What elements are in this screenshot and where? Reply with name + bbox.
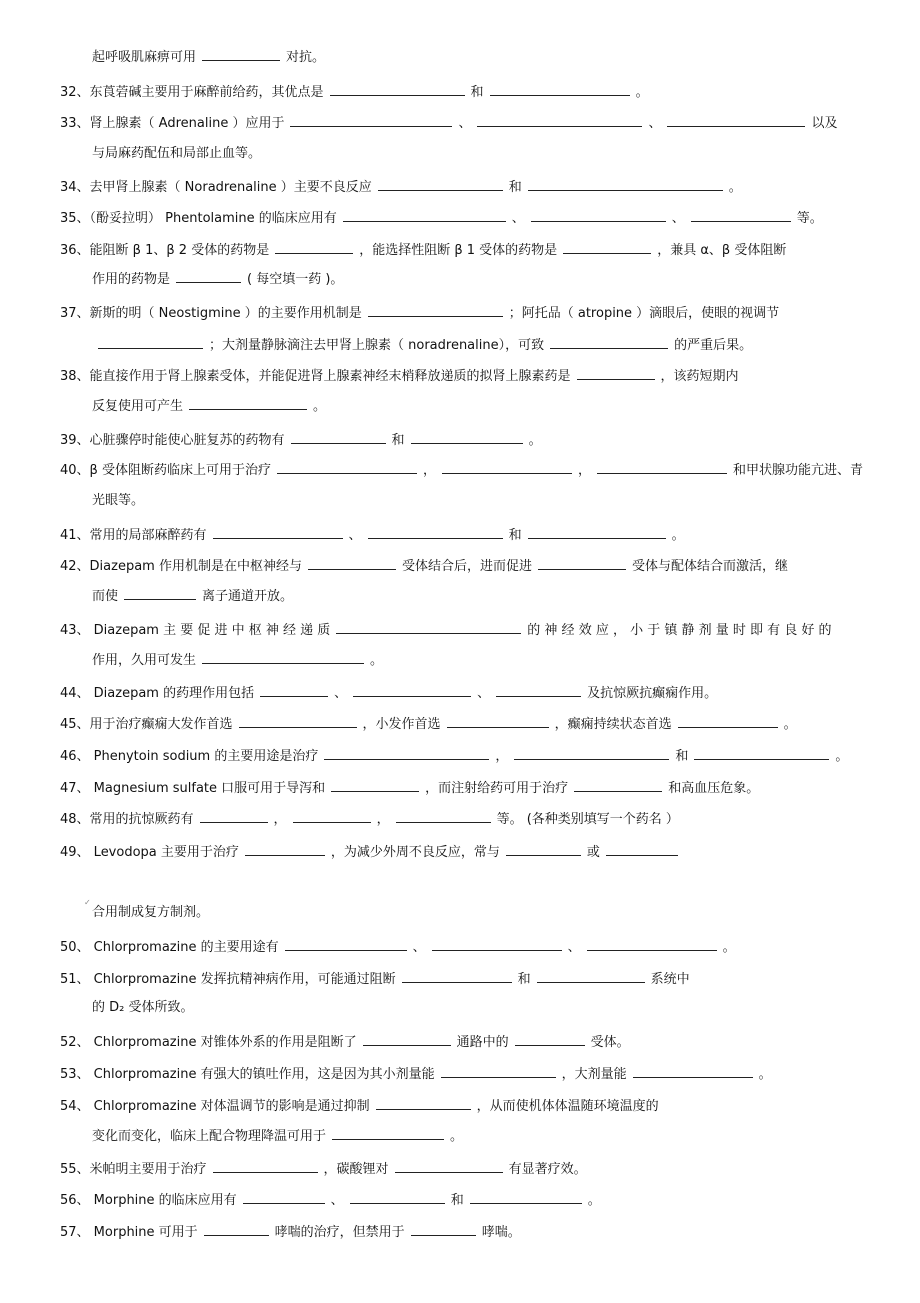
question-text: 和 (470, 85, 484, 100)
question-45 (60, 715, 797, 733)
question-text: 33、肾上腺素（ Adrenaline ）应用于 (60, 116, 285, 131)
question-text: 与局麻药配伍和局部止血等。 (92, 146, 262, 161)
answer-blank[interactable] (694, 747, 829, 760)
question-54-cont (92, 1127, 463, 1145)
question-text: 、 (567, 940, 581, 955)
question-41 (60, 526, 685, 544)
question-text: 43、 Diazepam 主 要 促 进 中 枢 神 经 递 质 (60, 623, 331, 638)
answer-blank[interactable] (537, 970, 645, 983)
answer-blank[interactable] (411, 1223, 476, 1236)
question-53 (60, 1065, 772, 1083)
question-text: ，从而使机体体温随环境温度的 (476, 1099, 659, 1114)
question-49-cont (92, 905, 209, 921)
question-text: 50、 Chlorpromazine 的主要用途有 (60, 940, 279, 955)
question-text: 系统中 (650, 972, 690, 987)
question-text: ，为减少外周不良反应，常与 (330, 845, 500, 860)
question-text: 48、常用的抗惊厥药有 (60, 812, 194, 827)
answer-blank[interactable] (200, 810, 268, 823)
question-51 (60, 970, 690, 988)
answer-blank[interactable] (293, 810, 371, 823)
answer-blank[interactable] (368, 304, 503, 317)
question-44 (60, 684, 717, 702)
question-text: 。 (370, 653, 384, 668)
question-text: 受体。 (590, 1035, 630, 1050)
question-33 (60, 114, 838, 132)
question-text: 有显著疗效。 (508, 1162, 587, 1177)
question-text: ；阿托品（ atropine ）滴眼后，使眼的视调节 (508, 306, 780, 321)
question-text: 和 (508, 528, 522, 543)
stray-mark: ✓ (84, 898, 91, 907)
question-text: 、 (477, 686, 491, 701)
question-text: 42、Diazepam 作用机制是在中枢神经与 (60, 559, 302, 574)
question-47 (60, 779, 759, 797)
answer-blank[interactable] (176, 270, 241, 283)
answer-blank[interactable] (124, 587, 196, 600)
question-40-cont (92, 493, 144, 509)
question-text: 36、能阻断 β 1、β 2 受体的药物是 (60, 243, 270, 258)
question-text: 45、用于治疗癫痫大发作首选 (60, 717, 233, 732)
question-text: 和高血压危象。 (668, 781, 760, 796)
question-text: 、 (330, 1193, 344, 1208)
question-text: 38、能直接作用于肾上腺素受体，并能促进肾上腺素神经末梢释放递质的拟肾上腺素药是 (60, 369, 571, 384)
question-text: 哮喘的治疗，但禁用于 (274, 1225, 405, 1240)
answer-blank[interactable] (343, 209, 506, 222)
question-text: 。 (635, 85, 649, 100)
question-text: 、 (334, 686, 348, 701)
answer-blank[interactable] (324, 747, 489, 760)
answer-blank[interactable] (260, 684, 328, 697)
question-text: 和 (508, 180, 522, 195)
question-42 (60, 557, 788, 575)
question-text: 。 (450, 1129, 464, 1144)
question-text: 44、 Diazepam 的药理作用包括 (60, 686, 255, 701)
question-34 (60, 178, 742, 196)
question-text: 、 (648, 116, 662, 131)
question-37-cont (92, 336, 752, 354)
answer-blank[interactable] (563, 241, 651, 254)
question-text: 40、β 受体阻断药临床上可用于治疗 (60, 463, 271, 478)
question-text: 46、 Phenytoin sodium 的主要用途是治疗 (60, 749, 319, 764)
answer-blank[interactable] (633, 1065, 753, 1078)
answer-blank[interactable] (691, 209, 791, 222)
question-42-cont (92, 587, 293, 605)
answer-blank[interactable] (378, 178, 503, 191)
question-56 (60, 1191, 601, 1209)
question-text: 和 (450, 1193, 464, 1208)
answer-blank[interactable] (447, 715, 549, 728)
question-text: ，大剂量能 (561, 1067, 627, 1082)
question-text: 。 (835, 749, 849, 764)
question-38-cont (92, 397, 326, 415)
question-text: 、 (412, 940, 426, 955)
question-39 (60, 431, 542, 449)
question-text: 55、米帕明主要用于治疗 (60, 1162, 207, 1177)
answer-blank[interactable] (395, 1160, 503, 1173)
question-text: 、 (458, 116, 472, 131)
answer-blank[interactable] (275, 241, 353, 254)
question-text: ， (495, 749, 509, 764)
answer-blank[interactable] (506, 843, 581, 856)
question-text: 41、常用的局部麻醉药有 (60, 528, 207, 543)
question-text: 作用，久用可发生 (92, 653, 197, 668)
question-55 (60, 1160, 587, 1178)
question-text: 的 神 经 效 应 ， 小 于 镇 静 剂 量 时 即 有 良 好 的 (527, 623, 832, 638)
question-54 (60, 1097, 659, 1115)
answer-blank[interactable] (574, 779, 662, 792)
question-46 (60, 747, 848, 765)
question-text: 受体结合后，进而促进 (401, 559, 532, 574)
question-text: 34、去甲肾上腺素（ Noradrenaline ）主要不良反应 (60, 180, 372, 195)
answer-blank[interactable] (396, 810, 491, 823)
answer-blank[interactable] (577, 367, 655, 380)
question-text: 57、 Morphine 可用于 (60, 1225, 198, 1240)
answer-blank[interactable] (411, 431, 523, 444)
answer-blank[interactable] (290, 114, 452, 127)
question-text: ， (578, 463, 592, 478)
answer-blank[interactable] (330, 83, 465, 96)
question-text: 。 (313, 399, 327, 414)
question-text: 及抗惊厥抗癫痫作用。 (587, 686, 718, 701)
question-text: 和 (675, 749, 689, 764)
question-text: 52、 Chlorpromazine 对锥体外系的作用是阻断了 (60, 1035, 357, 1050)
question-text: ，小发作首选 (362, 717, 441, 732)
answer-blank[interactable] (550, 336, 668, 349)
answer-blank[interactable] (514, 747, 669, 760)
question-text: 合用制成复方制剂。 (92, 905, 210, 920)
answer-blank[interactable] (587, 938, 717, 951)
question-38 (60, 367, 739, 385)
question-text: 哮喘。 (481, 1225, 521, 1240)
question-text: 47、 Magnesium sulfate 口服可用于导泻和 (60, 781, 326, 796)
question-text: ，兼具 α、β 受体阻断 (657, 243, 787, 258)
question-text: 。 (722, 940, 736, 955)
question-52 (60, 1033, 630, 1051)
question-text: 的 D₂ 受体所致。 (92, 1000, 194, 1015)
question-40 (60, 461, 863, 479)
question-text: 和甲状腺功能亢进、青 (733, 463, 864, 478)
answer-blank[interactable] (285, 938, 407, 951)
answer-blank[interactable] (308, 557, 396, 570)
answer-blank[interactable] (606, 843, 678, 856)
answer-blank[interactable] (432, 938, 562, 951)
question-text: 35、（酚妥拉明） Phentolamine 的临床应用有 (60, 211, 337, 226)
question-text: ；大剂量静脉滴注去甲肾上腺素（ noradrenaline），可致 (209, 338, 545, 353)
question-text: 离子通道开放。 (202, 589, 294, 604)
question-43-cont (92, 651, 383, 669)
question-36-cont (92, 270, 343, 288)
answer-blank[interactable] (441, 1065, 556, 1078)
answer-blank[interactable] (291, 431, 386, 444)
answer-blank[interactable] (667, 114, 805, 127)
question-text: 而使 (92, 589, 119, 604)
question-text: 或 (586, 845, 600, 860)
answer-blank[interactable] (528, 526, 666, 539)
answer-blank[interactable] (442, 461, 572, 474)
answer-blank[interactable] (332, 1127, 444, 1140)
line-0 (92, 48, 325, 66)
question-35 (60, 209, 823, 227)
answer-blank[interactable] (213, 1160, 318, 1173)
answer-blank[interactable] (189, 397, 307, 410)
question-text: 37、新斯的明（ Neostigmine ）的主要作用机制是 (60, 306, 362, 321)
answer-blank[interactable] (402, 970, 512, 983)
question-37 (60, 304, 779, 322)
question-text: ( 每空填一药 )。 (247, 272, 344, 287)
answer-blank[interactable] (277, 461, 417, 474)
question-text: 变化而变化，临床上配合物理降温可用于 (92, 1129, 327, 1144)
question-text: 、 (348, 528, 362, 543)
answer-blank[interactable] (353, 684, 471, 697)
answer-blank[interactable] (678, 715, 778, 728)
question-text: ， (376, 812, 390, 827)
question-text: 对抗。 (286, 50, 326, 65)
answer-blank[interactable] (202, 651, 364, 664)
answer-blank[interactable] (239, 715, 357, 728)
question-36 (60, 241, 786, 259)
answer-blank[interactable] (213, 526, 343, 539)
question-text: ，能选择性阻断 β 1 受体的药物是 (359, 243, 558, 258)
answer-blank[interactable] (477, 114, 642, 127)
question-text: 。 (783, 717, 797, 732)
question-text: ，碳酸锂对 (323, 1162, 389, 1177)
question-text: 以及 (811, 116, 838, 131)
answer-blank[interactable] (243, 1191, 325, 1204)
question-text: 。 (587, 1193, 601, 1208)
answer-blank[interactable] (515, 1033, 585, 1046)
question-text: 起呼吸肌麻痹可用 (92, 50, 197, 65)
question-text: 通路中的 (456, 1035, 509, 1050)
answer-blank[interactable] (538, 557, 626, 570)
question-text: 反复使用可产生 (92, 399, 184, 414)
question-50 (60, 938, 736, 956)
question-text: 作用的药物是 (92, 272, 171, 287)
answer-blank[interactable] (531, 209, 666, 222)
question-text: 56、 Morphine 的临床应用有 (60, 1193, 237, 1208)
answer-blank[interactable] (202, 48, 280, 61)
question-text: 和 (391, 433, 405, 448)
answer-blank[interactable] (204, 1223, 269, 1236)
question-text: 等。 (796, 211, 823, 226)
question-text: 54、 Chlorpromazine 对体温调节的影响是通过抑制 (60, 1099, 370, 1114)
answer-blank[interactable] (528, 178, 723, 191)
question-57 (60, 1223, 521, 1241)
question-text: 的严重后果。 (674, 338, 753, 353)
question-text: ， (273, 812, 287, 827)
answer-blank[interactable] (368, 526, 503, 539)
question-text: 。 (528, 433, 542, 448)
question-text: ， (422, 463, 436, 478)
question-text: 39、心脏骤停时能使心脏复苏的药物有 (60, 433, 285, 448)
question-32 (60, 83, 649, 101)
question-text: 49、 Levodopa 主要用于治疗 (60, 845, 239, 860)
question-text: ，而注射给药可用于治疗 (425, 781, 569, 796)
answer-blank[interactable] (490, 83, 630, 96)
question-text: 32、东莨菪碱主要用于麻醉前给药，其优点是 (60, 85, 324, 100)
question-51-cont (92, 1000, 194, 1016)
question-text: 和 (517, 972, 531, 987)
answer-blank[interactable] (245, 843, 325, 856)
answer-blank[interactable] (376, 1097, 471, 1110)
answer-blank[interactable] (496, 684, 581, 697)
question-text: 。 (728, 180, 742, 195)
answer-blank[interactable] (331, 779, 419, 792)
question-text: 等。 (各种类别填写一个药名 ） (496, 812, 679, 827)
question-49 (60, 843, 684, 861)
answer-blank[interactable] (350, 1191, 445, 1204)
question-43 (60, 621, 832, 639)
question-text: 53、 Chlorpromazine 有强大的镇吐作用，这是因为其小剂量能 (60, 1067, 435, 1082)
question-text: 、 (671, 211, 685, 226)
question-text: 。 (758, 1067, 772, 1082)
question-text: ，该药短期内 (660, 369, 739, 384)
answer-blank[interactable] (363, 1033, 451, 1046)
question-text: 。 (671, 528, 685, 543)
question-text: 、 (511, 211, 525, 226)
answer-blank[interactable] (336, 621, 521, 634)
answer-blank[interactable] (98, 336, 203, 349)
question-text: 受体与配体结合而激活，继 (631, 559, 788, 574)
question-48 (60, 810, 679, 828)
question-text: 51、 Chlorpromazine 发挥抗精神病作用，可能通过阻断 (60, 972, 396, 987)
question-text: 光眼等。 (92, 493, 145, 508)
answer-blank[interactable] (470, 1191, 582, 1204)
question-text: ，癫痫持续状态首选 (554, 717, 672, 732)
question-33-cont (92, 146, 261, 162)
answer-blank[interactable] (597, 461, 727, 474)
